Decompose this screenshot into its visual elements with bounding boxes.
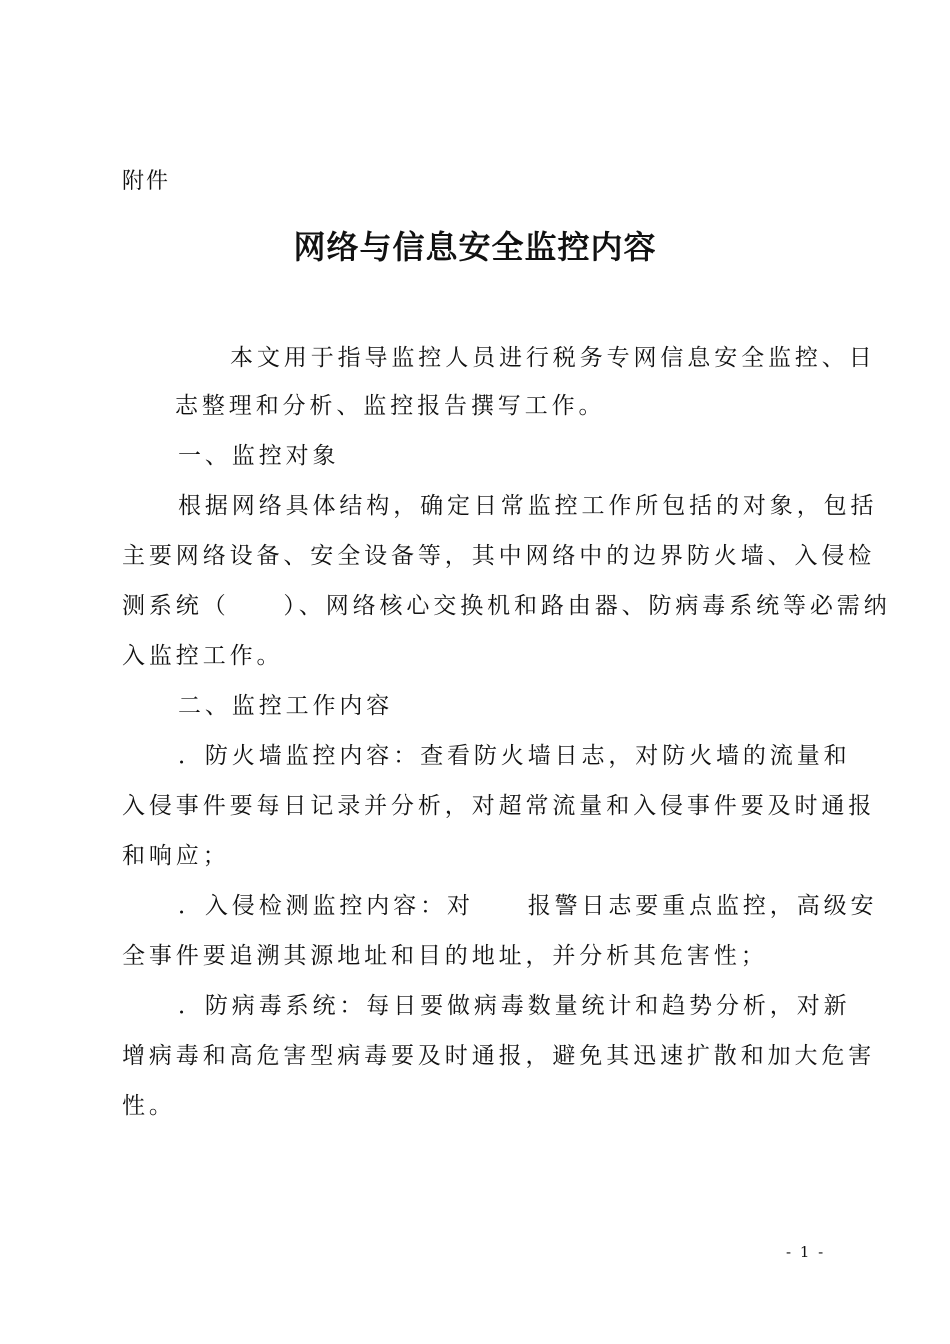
intro-line-2: 志整理和分析、监控报告撰写工作。 (175, 393, 606, 419)
list-item-line: 入侵事件要每日记录并分析，对超常流量和入侵事件要及时通报 (122, 793, 876, 819)
paragraph-line: 测系统（ ）、网络核心交换机和路由器、防病毒系统等必需纳 (122, 593, 891, 619)
list-item-line: ．防病毒系统：每日要做病毒数量统计和趋势分析，对新 (178, 993, 851, 1019)
list-item-line: ．防火墙监控内容：查看防火墙日志，对防火墙的流量和 (178, 743, 851, 769)
list-item-line: 全事件要追溯其源地址和目的地址，并分析其危害性； (122, 943, 768, 969)
document-title: 网络与信息安全监控内容 (293, 228, 657, 266)
paragraph-line: 入监控工作。 (122, 643, 284, 669)
section-heading-2: 二、监控工作内容 (178, 693, 394, 719)
attachment-label: 附件 (122, 169, 171, 194)
page-number: - 1 - (786, 1243, 826, 1261)
section-heading-1: 一、监控对象 (178, 443, 340, 469)
list-item-line: 性。 (122, 1093, 176, 1119)
list-item-line: ．入侵检测监控内容：对 报警日志要重点监控，高级安 (178, 893, 878, 919)
intro-line-1: 本文用于指导监控人员进行税务专网信息安全监控、日 (230, 345, 876, 371)
list-item-line: 和响应； (122, 843, 230, 869)
paragraph-line: 根据网络具体结构，确定日常监控工作所包括的对象，包括 (178, 493, 878, 519)
list-item-line: 增病毒和高危害型病毒要及时通报，避免其迅速扩散和加大危害 (122, 1043, 876, 1069)
paragraph-line: 主要网络设备、安全设备等，其中网络中的边界防火墙、入侵检 (122, 543, 876, 569)
